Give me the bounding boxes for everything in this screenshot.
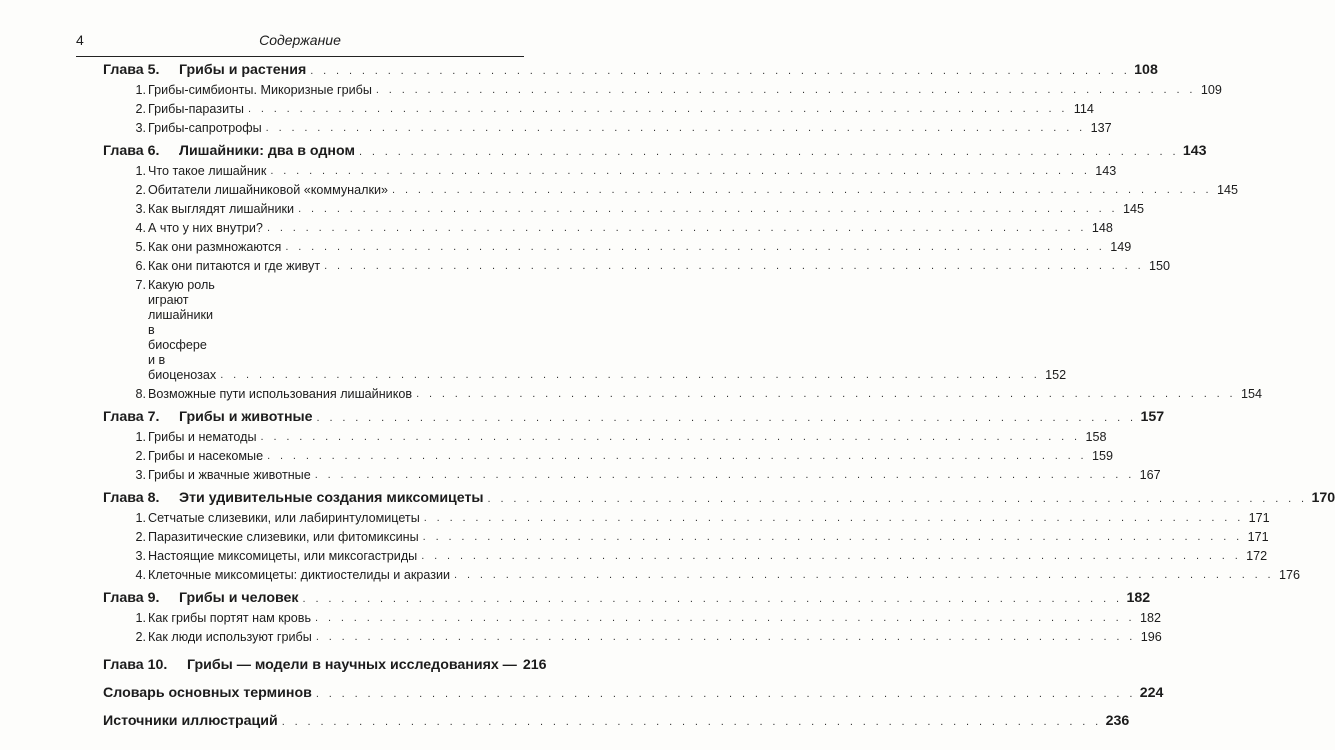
dot-leader: . . . . . . . . . . . . . . . . . . . . . . . . . . . . . . . . . . . . . . . . . . . . . . . . . . . . . . . . . . . . . . . .	[423, 512, 1244, 524]
dot-leader: . . . . . . . . . . . . . . . . . . . . . . . . . . . . . . . . . . . . . . . . . . . . . . . . . . . . . . . . . . . . . . . .	[416, 388, 1236, 400]
chapter-label: Глава 10.	[103, 657, 168, 673]
dot-leader: . . . . . . . . . . . . . . . . . . . . . . . . . . . . . . . . . . . . . . . . . . . . . . . . . . . . . . . . . . . . . . . .	[302, 593, 1123, 605]
item-title: Грибы-симбионты. Микоризные грибы	[148, 83, 372, 97]
toc-chapter-row[interactable]	[103, 143, 1207, 160]
chapter-title	[103, 62, 306, 79]
chapter-name: Грибы и человек	[179, 590, 299, 606]
item-title: Как грибы портят нам кровь	[148, 611, 312, 625]
page-ref: 109	[1200, 83, 1222, 97]
item-title: Как они питаются и где живут	[148, 259, 321, 273]
toc-item-row[interactable]	[103, 240, 1132, 255]
chapter-name: Грибы и растения	[179, 62, 307, 78]
toc-chapter-row[interactable]	[103, 62, 1158, 79]
page-ref: 167	[1139, 468, 1161, 482]
toc-item-row[interactable]	[103, 202, 1145, 217]
page-ref: 154	[1240, 387, 1262, 401]
dot-leader: . . . . . . . . . . . . . . . . . . . . . . . . . . . . . . . . . . . . . . . . . . . . . . . . . . . . . . . . . . . . . . . .	[421, 550, 1242, 562]
item-title: Как люди используют грибы	[148, 630, 312, 644]
page-ref: 158	[1085, 430, 1107, 444]
item-number: 4.	[135, 568, 146, 582]
dot-leader: . . . . . . . . . . . . . . . . . . . . . . . . . . . . . . . . . . . . . . . . . . . . . . . . . . . . . . . . . . . . . . . .	[220, 369, 1041, 381]
item-number: 1.	[135, 611, 146, 625]
item-title: Паразитические слизевики, или фитомиксины	[148, 530, 419, 544]
page-ref: 176	[1278, 568, 1300, 582]
page-ref: 137	[1090, 121, 1112, 135]
dot-leader: . . . . . . . . . . . . . . . . . . . . . . . . . . . . . . . . . . . . . . . . . . . . . . . . . . . . . . . . . . . . . . . .	[285, 241, 1106, 253]
item-title-line: в биосфере и в биоценозах	[148, 323, 217, 382]
item-title: Грибы-паразиты	[148, 102, 244, 116]
toc-item-row[interactable]	[103, 568, 1300, 583]
chapter-title	[103, 657, 517, 674]
item-title	[126, 278, 216, 383]
page-ref: 143	[1095, 164, 1117, 178]
page-ref: 145	[1123, 202, 1145, 216]
toc-chapter-row[interactable]	[103, 657, 547, 674]
page-ref: 216	[522, 657, 547, 673]
item-number: 2.	[135, 630, 146, 644]
chapter-name: Грибы — модели в научных исследованиях —	[187, 657, 517, 673]
item-title: Как они размножаются	[148, 240, 282, 254]
toc-item-row[interactable]	[103, 511, 1270, 526]
dot-leader: . . . . . . . . . . . . . . . . . . . . . . . . . . . . . . . . . . . . . . . . . . . . . . . . . . . . . . . . . . . . . . . .	[247, 103, 1068, 115]
chapter-name: Эти удивительные создания миксомицеты	[179, 490, 484, 506]
chapter-title	[103, 590, 299, 607]
toc-item-row[interactable]	[103, 611, 1161, 626]
dot-leader: . . . . . . . . . . . . . . . . . . . . . . . . . . . . . . . . . . . . . . . . . . . . . . . . . . . . . . . . . . . . . . . .	[281, 716, 1102, 728]
item-number: 3.	[135, 549, 146, 563]
section-title: Словарь основных терминов	[103, 685, 312, 701]
dot-leader: . . . . . . . . . . . . . . . . . . . . . . . . . . . . . . . . . . . . . . . . . . . . . . . . . . . . . . . . . . . . . . . .	[267, 450, 1088, 462]
chapter-label: Глава 8.	[103, 490, 160, 506]
chapter-label: Глава 7.	[103, 409, 160, 425]
item-number: 6.	[135, 259, 146, 273]
item-title: Как выглядят лишайники	[148, 202, 295, 216]
item-number: 2.	[135, 183, 146, 197]
chapter-label: Глава 6.	[103, 143, 160, 159]
item-number: 7.	[135, 278, 146, 292]
page-header	[76, 30, 524, 57]
toc-chapter-row[interactable]	[103, 409, 1165, 426]
page-ref: 182	[1139, 611, 1161, 625]
page-ref: 152	[1045, 368, 1067, 382]
item-number: 3.	[135, 202, 146, 216]
page-ref: 108	[1134, 62, 1158, 78]
page-ref: 170	[1311, 490, 1335, 506]
toc-item-row[interactable]	[103, 221, 1113, 236]
item-number: 2.	[135, 530, 146, 544]
toc-item-row[interactable]	[103, 164, 1117, 179]
toc-item-row[interactable]	[103, 468, 1161, 483]
toc-section-row[interactable]	[103, 713, 1130, 730]
item-number: 5.	[135, 240, 146, 254]
item-number: 2.	[135, 102, 146, 116]
section-title: Источники иллюстраций	[103, 713, 278, 729]
item-number: 8.	[135, 387, 146, 401]
dot-leader: . . . . . . . . . . . . . . . . . . . . . . . . . . . . . . . . . . . . . . . . . . . . . . . . . . . . . . . . . . . . . . . .	[270, 165, 1091, 177]
item-title: Возможные пути использования лишайников	[148, 387, 413, 401]
dot-leader: . . . . . . . . . . . . . . . . . . . . . . . . . . . . . . . . . . . . . . . . . . . . . . . . . . . . . . . . . . . . . . . .	[265, 122, 1086, 134]
dot-leader: . . . . . . . . . . . . . . . . . . . . . . . . . . . . . . . . . . . . . . . . . . . . . . . . . . . . . . . . . . . . . . . .	[315, 688, 1136, 700]
page-ref: 149	[1110, 240, 1132, 254]
dot-leader: . . . . . . . . . . . . . . . . . . . . . . . . . . . . . . . . . . . . . . . . . . . . . . . . . . . . . . . . . . . . . . . .	[266, 222, 1087, 234]
page-ref: 148	[1091, 221, 1113, 235]
toc-item-row[interactable]	[103, 549, 1268, 564]
item-number: 1.	[135, 511, 146, 525]
page-ref: 236	[1105, 713, 1130, 729]
page-ref: 157	[1140, 409, 1165, 425]
chapter-name: Лишайники: два в одном	[179, 143, 355, 159]
chapter-label: Глава 9.	[103, 590, 160, 606]
dot-leader: . . . . . . . . . . . . . . . . . . . . . . . . . . . . . . . . . . . . . . . . . . . . . . . . . . . . . . . . . . . . . . . .	[375, 84, 1196, 96]
item-number: 1.	[135, 164, 146, 178]
toc-item-row[interactable]	[103, 121, 1112, 136]
page-ref: 143	[1182, 143, 1207, 159]
dot-leader: . . . . . . . . . . . . . . . . . . . . . . . . . . . . . . . . . . . . . . . . . . . . . . . . . . . . . . . . . . . . . . . .	[315, 631, 1136, 643]
item-title: Грибы и жвачные животные	[148, 468, 311, 482]
page-ref: 150	[1149, 259, 1171, 273]
item-title: Что такое лишайник	[148, 164, 267, 178]
page-ref: 172	[1246, 549, 1268, 563]
toc-item-row[interactable]	[103, 630, 1162, 645]
page-ref: 182	[1126, 590, 1151, 606]
chapter-label: Глава 5.	[103, 62, 160, 78]
page-ref: 171	[1247, 530, 1269, 544]
toc-item-row[interactable]	[103, 430, 1107, 445]
chapter-title	[103, 409, 313, 426]
chapter-name: Грибы и животные	[179, 409, 313, 425]
toc-item-row[interactable]	[103, 83, 1222, 98]
item-number: 2.	[135, 449, 146, 463]
dot-leader: . . . . . . . . . . . . . . . . . . . . . . . . . . . . . . . . . . . . . . . . . . . . . . . . . . . . . . . . . . . . . . . .	[422, 531, 1243, 543]
chapter-title	[103, 490, 484, 507]
toc-item-row[interactable]	[103, 183, 1238, 198]
dot-leader: . . . . . . . . . . . . . . . . . . . . . . . . . . . . . . . . . . . . . . . . . . . . . . . . . . . . . . . . . . . . . . . .	[314, 469, 1135, 481]
toc-item-row[interactable]	[103, 387, 1262, 402]
item-title: Грибы и нематоды	[148, 430, 257, 444]
toc-item-row[interactable]	[103, 102, 1094, 117]
toc-item-row[interactable]	[103, 259, 1171, 274]
toc-section-row[interactable]	[103, 685, 1164, 702]
item-number: 4.	[135, 221, 146, 235]
table-of-contents	[103, 62, 1335, 730]
item-title: Грибы-сапротрофы	[148, 121, 262, 135]
item-title: Обитатели лишайниковой «коммуналки»	[148, 183, 389, 197]
item-title: А что у них внутри?	[148, 221, 263, 235]
running-title: Содержание	[259, 32, 341, 48]
page-ref: 171	[1248, 511, 1270, 525]
item-number: 3.	[135, 121, 146, 135]
item-title-line: Какую роль играют лишайники	[148, 278, 215, 322]
item-number: 1.	[135, 83, 146, 97]
toc-chapter-row[interactable]	[103, 490, 1335, 507]
chapter-title	[103, 143, 355, 160]
page-ref: 224	[1139, 685, 1164, 701]
item-title: Клеточные миксомицеты: диктиостелиды и акразии	[148, 568, 451, 582]
item-number: 1.	[135, 430, 146, 444]
dot-leader: . . . . . . . . . . . . . . . . . . . . . . . . . . . . . . . . . . . . . . . . . . . . . . . . . . . . . . . . . . . . . . . .	[260, 431, 1081, 443]
toc-item-row[interactable]	[103, 278, 1067, 383]
dot-leader: . . . . . . . . . . . . . . . . . . . . . . . . . . . . . . . . . . . . . . . . . . . . . . . . . . . . . . . . . . . . . . . .	[487, 493, 1308, 505]
page-ref: 145	[1216, 183, 1238, 197]
page-ref: 114	[1073, 102, 1094, 116]
dot-leader: . . . . . . . . . . . . . . . . . . . . . . . . . . . . . . . . . . . . . . . . . . . . . . . . . . . . . . . . . . . . . . . .	[324, 260, 1145, 272]
dot-leader: . . . . . . . . . . . . . . . . . . . . . . . . . . . . . . . . . . . . . . . . . . . . . . . . . . . . . . . . . . . . . . . .	[298, 203, 1119, 215]
page-number: 4	[76, 32, 84, 48]
item-title: Настоящие миксомицеты, или миксогастриды	[148, 549, 418, 563]
toc-chapter-row[interactable]	[103, 590, 1151, 607]
dot-leader: . . . . . . . . . . . . . . . . . . . . . . . . . . . . . . . . . . . . . . . . . . . . . . . . . . . . . . . . . . . . . . . .	[315, 612, 1135, 624]
toc-item-row[interactable]	[103, 449, 1114, 464]
page-ref: 159	[1092, 449, 1114, 463]
dot-leader: . . . . . . . . . . . . . . . . . . . . . . . . . . . . . . . . . . . . . . . . . . . . . . . . . . . . . . . . . . . . . . . .	[316, 412, 1137, 424]
dot-leader: . . . . . . . . . . . . . . . . . . . . . . . . . . . . . . . . . . . . . . . . . . . . . . . . . . . . . . . . . . . . . . . .	[310, 65, 1131, 77]
item-number: 3.	[135, 468, 146, 482]
item-title: Грибы и насекомые	[148, 449, 264, 463]
toc-item-row[interactable]	[103, 530, 1269, 545]
page-ref: 196	[1140, 630, 1162, 644]
dot-leader: . . . . . . . . . . . . . . . . . . . . . . . . . . . . . . . . . . . . . . . . . . . . . . . . . . . . . . . . . . . . . . . .	[358, 146, 1179, 158]
dot-leader: . . . . . . . . . . . . . . . . . . . . . . . . . . . . . . . . . . . . . . . . . . . . . . . . . . . . . . . . . . . . . . . .	[454, 569, 1274, 581]
dot-leader: . . . . . . . . . . . . . . . . . . . . . . . . . . . . . . . . . . . . . . . . . . . . . . . . . . . . . . . . . . . . . . . .	[392, 184, 1212, 196]
item-title: Сетчатые слизевики, или лабиринтуломицеты	[148, 511, 420, 525]
